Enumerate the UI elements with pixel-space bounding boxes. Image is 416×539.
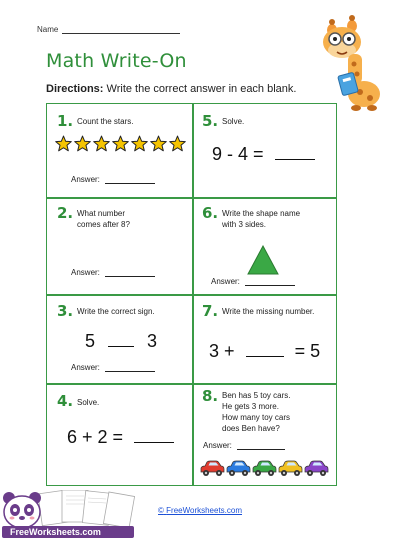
problem-number: 6. [202, 204, 219, 222]
problem-number: 4. [57, 392, 74, 410]
equation-text: 6 + 2 = [67, 427, 124, 447]
equation-blank[interactable] [134, 427, 174, 443]
answer-label: Answer: [71, 268, 100, 277]
problem-text-line: Ben has 5 toy cars. [222, 391, 291, 400]
directions-text: Write the correct answer in each blank. [103, 83, 297, 95]
answer-label: Answer: [203, 441, 232, 450]
toy-car-icon [305, 461, 328, 476]
toy-car-icon [253, 461, 276, 476]
left-operand: 5 [85, 331, 96, 351]
answer-label: Answer: [71, 363, 100, 372]
star-icon [93, 135, 110, 152]
problem-text: Write the correct sign. [77, 307, 155, 316]
sign-expression [85, 331, 157, 352]
answer-field [71, 175, 155, 184]
name-blank[interactable] [62, 26, 180, 34]
problem-text [77, 208, 130, 230]
problem-text: Count the stars. [77, 117, 134, 126]
logo-text: FreeWorksheets.com [10, 527, 101, 537]
problem-grid [46, 103, 337, 486]
left-operand: 3 + [209, 341, 235, 361]
answer-blank[interactable] [105, 364, 155, 372]
answer-blank[interactable] [105, 269, 155, 277]
star-icon [169, 135, 186, 152]
problem-text: Solve. [222, 117, 245, 126]
grid-divider [47, 294, 336, 296]
footer-link[interactable] [158, 506, 242, 515]
problem-text-line: Write the shape name [222, 209, 301, 218]
sign-blank[interactable] [108, 331, 134, 347]
answer-field [71, 363, 155, 372]
problem-number: 7. [202, 302, 219, 320]
problem-number: 5. [202, 112, 219, 130]
problem-number: 8. [202, 387, 219, 405]
footer-url-text: FreeWorksheets.com [166, 506, 243, 515]
toy-car-icon [201, 461, 224, 476]
panda-logo-icon [0, 490, 140, 539]
problem-text-line: comes after 8? [77, 220, 130, 229]
triangle-icon [247, 245, 279, 275]
name-label: Name [37, 25, 59, 34]
missing-number-equation [209, 341, 320, 362]
answer-blank[interactable] [245, 278, 295, 286]
star-icon [112, 135, 129, 152]
grid-divider [47, 383, 336, 385]
star-row [55, 135, 186, 152]
equation-blank[interactable] [275, 144, 315, 160]
problem-text [222, 390, 290, 434]
giraffe-mascot-icon [312, 12, 398, 112]
problem-number: 2. [57, 204, 74, 222]
problem-text-line: What number [77, 209, 126, 218]
problem-text-line: with 3 sides. [222, 220, 267, 229]
star-icon [55, 135, 72, 152]
star-icon [74, 135, 91, 152]
right-operand: 3 [147, 331, 158, 351]
right-operand: = 5 [294, 341, 321, 361]
equation-text: 9 - 4 = [212, 144, 264, 164]
equation [212, 144, 315, 165]
problem-number: 3. [57, 302, 74, 320]
answer-field [71, 268, 155, 277]
toy-cars [200, 458, 332, 478]
answer-label: Answer: [211, 277, 240, 286]
answer-field [211, 277, 295, 286]
page-title: Math Write-On [46, 50, 187, 72]
toy-car-icon [227, 461, 250, 476]
problem-text-line: How many toy cars [222, 413, 291, 422]
star-icon [150, 135, 167, 152]
equation [67, 427, 174, 448]
problem-text: Write the missing number. [222, 307, 315, 316]
grid-divider [47, 197, 336, 199]
name-field [37, 25, 180, 34]
answer-blank[interactable] [105, 176, 155, 184]
problem-text: Solve. [77, 398, 100, 407]
problem-text-line: He gets 3 more. [222, 402, 279, 411]
answer-blank[interactable] [237, 442, 285, 450]
directions-label: Directions: [46, 83, 104, 95]
missing-number-blank[interactable] [246, 341, 284, 357]
star-icon [131, 135, 148, 152]
answer-label: Answer: [71, 175, 100, 184]
copyright-symbol: © [158, 506, 164, 515]
toy-car-icon [279, 461, 302, 476]
directions [46, 83, 296, 95]
problem-number: 1. [57, 112, 74, 130]
problem-text-line: does Ben have? [222, 424, 280, 433]
problem-text [222, 208, 300, 230]
answer-field [203, 441, 285, 450]
